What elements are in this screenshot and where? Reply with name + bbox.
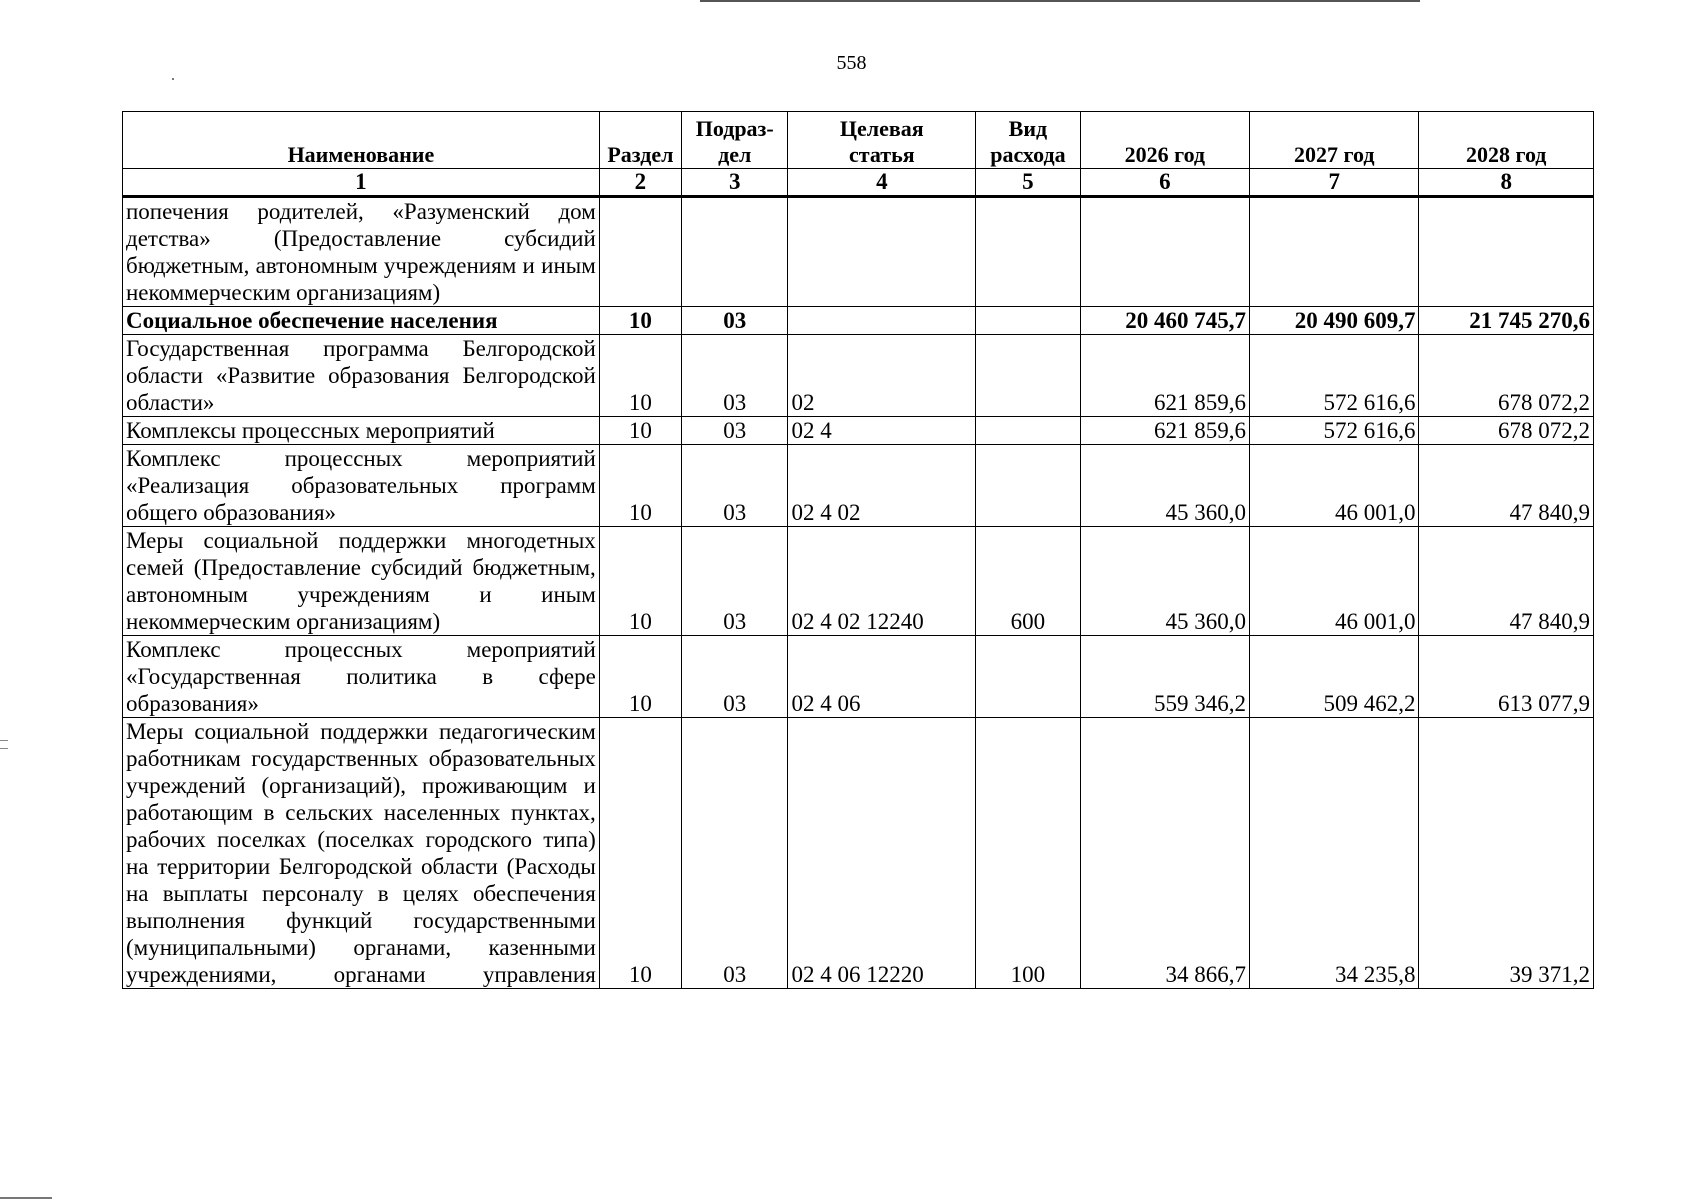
row-2026: 621 859,6 — [1080, 417, 1249, 445]
row-2027: 34 235,8 — [1250, 718, 1419, 989]
row-section: 10 — [599, 307, 681, 335]
column-number: 6 — [1080, 169, 1249, 197]
row-2028: 613 077,9 — [1419, 636, 1594, 718]
row-2026: 45 360,0 — [1080, 445, 1249, 527]
row-expense — [976, 335, 1080, 417]
row-subsection: 03 — [681, 335, 788, 417]
row-2026: 559 346,2 — [1080, 636, 1249, 718]
column-number: 2 — [599, 169, 681, 197]
row-2026: 621 859,6 — [1080, 335, 1249, 417]
page-number: 558 — [836, 52, 867, 74]
row-2026: 34 866,7 — [1080, 718, 1249, 989]
column-number: 1 — [123, 169, 600, 197]
header-target-line1: Целевая — [839, 116, 924, 141]
row-2027: 20 490 609,7 — [1250, 307, 1419, 335]
row-section: 10 — [599, 335, 681, 417]
row-2028: 39 371,2 — [1419, 718, 1594, 989]
row-target: 02 4 02 — [788, 445, 976, 527]
row-2026 — [1080, 197, 1249, 307]
scan-corner-mark — [0, 1197, 52, 1199]
row-subsection: 03 — [681, 445, 788, 527]
header-subsection — [681, 112, 788, 169]
table-row — [123, 197, 1594, 307]
header-target-line2: статья — [849, 142, 915, 167]
row-2027: 572 616,6 — [1250, 335, 1419, 417]
row-2028: 47 840,9 — [1419, 527, 1594, 636]
row-subsection: 03 — [681, 417, 788, 445]
table-header-row — [123, 112, 1594, 169]
row-name: Социальное обеспечение населения — [123, 307, 600, 335]
header-section: Раздел — [599, 112, 681, 169]
table-row — [123, 718, 1594, 989]
row-2028: 21 745 270,6 — [1419, 307, 1594, 335]
header-name: Наименование — [123, 112, 600, 169]
row-2028: 678 072,2 — [1419, 417, 1594, 445]
row-subsection — [681, 197, 788, 307]
scan-top-rule — [700, 0, 1420, 2]
column-number: 7 — [1250, 169, 1419, 197]
scan-speck — [172, 78, 174, 80]
column-number: 4 — [788, 169, 976, 197]
scan-edge-mark — [0, 748, 8, 749]
budget-table — [122, 111, 1594, 989]
row-2028 — [1419, 197, 1594, 307]
row-name: Государственная программа Белгородской области «Развитие образования Белгородской области» — [123, 335, 600, 417]
table-row — [123, 417, 1594, 445]
row-expense — [976, 417, 1080, 445]
row-target: 02 — [788, 335, 976, 417]
row-2028: 47 840,9 — [1419, 445, 1594, 527]
row-expense — [976, 307, 1080, 335]
column-number: 5 — [976, 169, 1080, 197]
table-row — [123, 527, 1594, 636]
header-expense-line1: Вид — [1008, 116, 1048, 141]
row-target — [788, 307, 976, 335]
row-subsection: 03 — [681, 718, 788, 989]
table-row — [123, 335, 1594, 417]
row-2027 — [1250, 197, 1419, 307]
header-2026: 2026 год — [1080, 112, 1249, 169]
row-subsection: 03 — [681, 307, 788, 335]
row-2026: 45 360,0 — [1080, 527, 1249, 636]
table-row — [123, 636, 1594, 718]
row-target — [788, 197, 976, 307]
row-name: Комплекс процессных мероприятий «Государственная политика в сфере образования» — [123, 636, 600, 718]
column-number: 8 — [1419, 169, 1594, 197]
row-expense — [976, 636, 1080, 718]
column-number-row — [123, 169, 1594, 197]
row-2027: 572 616,6 — [1250, 417, 1419, 445]
header-subsection-line1: Подраз- — [695, 116, 774, 141]
table-row — [123, 307, 1594, 335]
row-2027: 46 001,0 — [1250, 445, 1419, 527]
row-expense: 600 — [976, 527, 1080, 636]
row-target: 02 4 02 12240 — [788, 527, 976, 636]
row-section: 10 — [599, 636, 681, 718]
row-name: Меры социальной поддержки многодетных семей (Предоставление субсидий бюджетным, автономным учреждениям и иным некоммерческим организациям) — [123, 527, 600, 636]
row-section: 10 — [599, 527, 681, 636]
row-2027: 509 462,2 — [1250, 636, 1419, 718]
row-expense — [976, 445, 1080, 527]
scan-edge-mark — [0, 740, 8, 741]
row-target: 02 4 06 12220 — [788, 718, 976, 989]
row-subsection: 03 — [681, 527, 788, 636]
row-2027: 46 001,0 — [1250, 527, 1419, 636]
row-2028: 678 072,2 — [1419, 335, 1594, 417]
row-2026: 20 460 745,7 — [1080, 307, 1249, 335]
row-target: 02 4 06 — [788, 636, 976, 718]
column-number: 3 — [681, 169, 788, 197]
header-target — [788, 112, 976, 169]
row-section: 10 — [599, 445, 681, 527]
row-section: 10 — [599, 718, 681, 989]
row-expense: 100 — [976, 718, 1080, 989]
row-name: Комплекс процессных мероприятий «Реализация образовательных программ общего образования» — [123, 445, 600, 527]
row-target: 02 4 — [788, 417, 976, 445]
row-name: попечения родителей, «Разуменский дом детства» (Предоставление субсидий бюджетным, автономным учреждениям и иным некоммерческим организациям) — [123, 197, 600, 307]
row-name: Меры социальной поддержки педагогическим работникам государственных образовательных учреждений (организаций), проживающим и работающим в сельских населенных пунктах, рабочих поселках (поселках городского типа) на территории Белгородской области (Расходы на выплаты персоналу в целях обеспечения выполнения функций государственными (муниципальными) органами, казенными учреждениями, органами управления — [123, 718, 600, 989]
header-expense-line2: расхода — [990, 142, 1066, 167]
header-subsection-line2: дел — [718, 142, 752, 167]
row-subsection: 03 — [681, 636, 788, 718]
row-section: 10 — [599, 417, 681, 445]
table-row — [123, 445, 1594, 527]
row-section — [599, 197, 681, 307]
row-name: Комплексы процессных мероприятий — [123, 417, 600, 445]
header-2028: 2028 год — [1419, 112, 1594, 169]
row-expense — [976, 197, 1080, 307]
header-expense — [976, 112, 1080, 169]
header-2027: 2027 год — [1250, 112, 1419, 169]
